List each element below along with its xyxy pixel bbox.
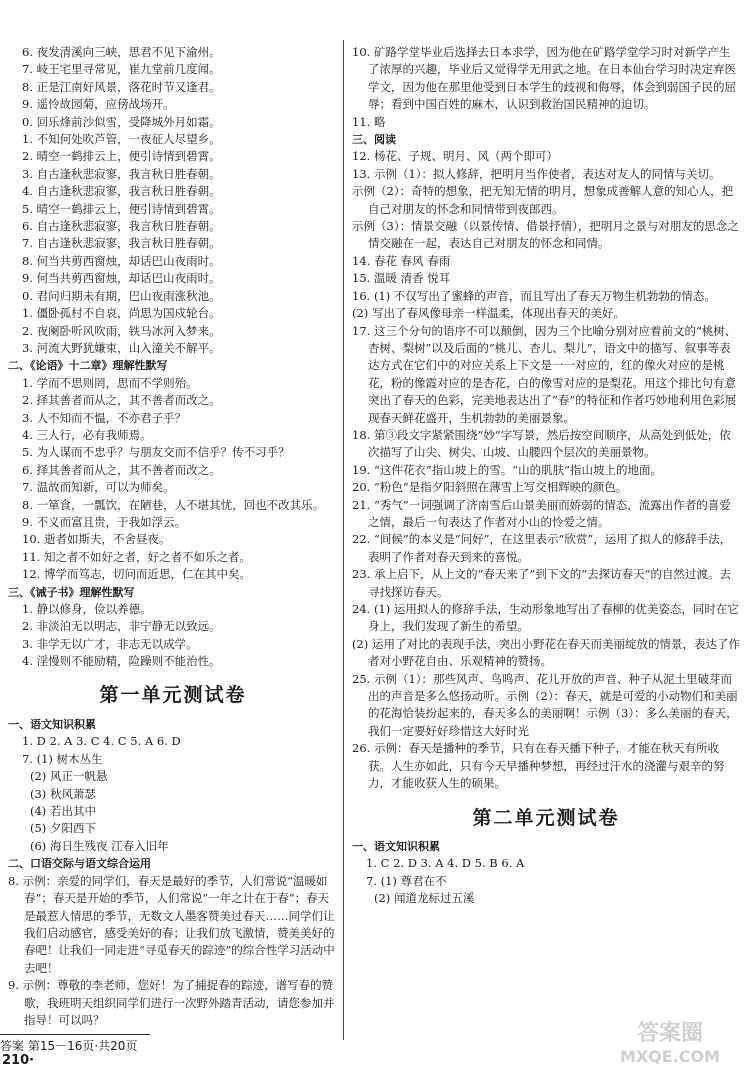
q13-example3: 示例（3）：情景交融（以景传情、借景抒情），把明月之景与对朋友的思念之情交融在一起，表达自己对朋友的怀念和同情。 [352,219,739,251]
q13-example2: 示例（2）：奇特的想象，把无知无情的明月，想象成善解人意的知心人，把自己对朋友的怀念和同情带到夜郎西。 [352,184,734,216]
answer-line: (6) 海日生残夜 江春入旧年 [30,838,169,853]
watermark-line1: 答案圈 [636,1021,704,1046]
footer-rule [0,1034,150,1035]
answer-line: 1. 不知何处吹芦管，一夜征人尽望乡。 [22,132,221,147]
answer-line: 2. 晴空一鹤排云上，便引诗情到碧霄。 [22,149,221,164]
answer-line: 8. 何当共剪西窗烛，却话巴山夜雨时。 [22,253,221,268]
answer-line: 0. 君问归期未有期，巴山夜雨涨秋池。 [22,288,221,303]
q24-part1: 24. (1) 运用拟人的修辞手法，生动形象地写出了春柳的优美姿态，同时在它身上，我们发现了新生的希望。 [352,602,739,634]
q15-answer: 15. 温暖 清香 悦耳 [352,271,451,286]
column-divider [343,40,344,1040]
q16-part2: (2) 写出了春风像母亲一样温柔，体现出春天的美好。 [352,306,625,321]
q19-answer: 19. “这件花衣”指山坡上的雪。“山的肌肤”指山坡上的地面。 [352,462,662,477]
unit2-q7-part1: 7. (1) 尊君在不 [366,873,447,888]
answer-line: 4. 淫慢则不能励精，险躁则不能治性。 [22,654,221,669]
unit1-section2-title: 二、口语交际与语文综合运用 [8,857,151,871]
q24-part2: (2) 运用了对比的表现手法，突出小野花在春天而美丽绽放的情景，表达了作者对小野花自由、乐观精神的赞扬。 [352,636,740,669]
answer-line: 1. 僵卧孤村不自哀，尚思为国戍轮台。 [22,306,221,321]
answer-line: 7. 岐王宅里寻常见，崔九堂前几度闻。 [22,62,221,77]
unit2-test-title: 第二单元测试卷 [472,807,620,830]
q21-answer: 21. “秀气”一词强调了济南雪后山景美丽而娇弱的情态，流露出作者的喜爱之情，最后一句表达了作者对小山的怜爱之情。 [352,497,731,529]
page-number: 210· [2,1053,35,1068]
answer-line: 6. 夜发清溪向三峡，思君不见下渝州。 [22,45,221,59]
answer-line: 8. 一箪食，一瓢饮，在陋巷，人不堪其忧，回也不改其乐。 [22,497,325,512]
unit2-q1-6-answers: 1. C 2. D 3. A 4. D 5. B 6. A [366,856,525,871]
answer-line: 3. 人不知而不愠，不亦君子乎？ [22,410,187,425]
unit1-test-title: 第一单元测试卷 [99,683,247,706]
q23-answer: 23. 承上启下，从上文的“春天来了”到下文的“去探访春天”的自然过渡。去寻找探访春天。 [352,567,731,599]
q25-answer: 25. 示例（1）：那些风声、鸟鸣声、花儿开放的声音、种子从泥土里破芽而出的声音是多么悠扬动听。示例（2）：春天，就是可爱的小动物们和美丽的花海恰装扮起来的，春天多么的美丽啊！示例（3）：多么美丽的春天，我们一定要好好珍惜这大好时光 [352,671,738,738]
answer-line: 6. 择其善者而从之，其不善者而改之。 [22,462,221,477]
answer-line: 12. 博学而笃志，切问而近思，仁在其中矣。 [22,567,251,582]
unit2-q7-part2: (2) 闻道龙标过五溪 [374,891,475,906]
watermark-logo [600,1014,740,1068]
answer-line: 3. 非学无以广才，非志无以成学。 [22,636,198,651]
left-column [8,44,338,1029]
answer-line: 9. 何当共剪西窗烛，却话巴山夜雨时。 [22,271,221,286]
answer-line: 9. 遥怜故园菊，应傍战场开。 [22,97,175,112]
unit1-q1-6-answers: 1. D 2. A 3. C 4. C 5. A 6. D [22,734,181,749]
unit2-section1-title: 一、语文知识积累 [352,839,440,853]
q18-answer: 18. 第③段文字紧紧围绕“妙”字写景，然后按空间顺序，从高处到低处，依次描写了山尖、树尖、山坡、山腰四个层次的美丽景物。 [352,427,731,460]
q20-answer: 20. “粉色”是指夕阳斜照在薄雪上写交相辉映的颜色。 [352,480,628,495]
answer-line: 5. 为人谋而不忠乎？与朋友交而不信乎？传不习乎？ [22,445,290,460]
answer-line: 2. 择其善者而从之，其不善者而改之。 [22,393,221,408]
answer-line: 0. 回乐烽前沙似雪，受降城外月如霜。 [22,114,221,129]
answer-line: 8. 正是江南好风景，落花时节又逢君。 [22,79,221,94]
answer-line: 7. 温故而知新，可以为师矣。 [22,480,175,495]
answer-line: 7. 自古逢秋悲寂寥，我言秋日胜春朝。 [22,236,221,251]
answer-line: 6. 自古逢秋悲寂寥，我言秋日胜春朝。 [22,219,221,234]
answer-line: 2. 非淡泊无以明志，非宁静无以致远。 [22,619,221,634]
answer-line: 4. 自古逢秋悲寂寥，我言秋日胜春朝。 [22,184,221,199]
unit1-section1-title: 一、语文知识积累 [8,718,96,732]
q12-answer: 12. 杨花、子规、明月、风（两个即可） [352,149,558,164]
answer-line: 2. 夜阑卧听风吹雨，铁马冰河入梦来。 [22,323,221,338]
answer-line: (2) 风正一帆悬 [30,769,108,784]
answer-line: 3. 河流大野犹嫌束，山入潼关不解平。 [22,340,221,355]
section-jiezi-title: 三、《诫子书》理解性默写 [8,585,135,599]
right-column [352,44,740,908]
poem-recitation-list [8,44,338,357]
answer-line: (4) 若出其中 [30,804,96,819]
q26-answer: 26. 示例：春天是播种的季节，只有在春天播下种子，才能在秋天有所收获。人生亦如此，只有今天早播种梦想，再经过汗水的浇灌与艰辛的努力，才能收获人生的硕果。 [352,741,725,791]
unit1-q9-answer: 9. 示例：尊敬的李老师，您好！为了捕捉春的踪迹，谱写春的赞歌，我班明天组织同学们进行一次野外踏青活动，请您参加并指导！可以吗？ [8,978,335,1027]
q13-example1: 13. 示例（1）：拟人修辞，把明月当作使者，表达对友人的同情与关切。 [352,166,721,181]
q11-answer: 11. 略 [352,114,386,129]
answer-line: 4. 三人行，必有我师焉。 [22,427,152,442]
answer-line: 3. 自古逢秋悲寂寥，我言秋日胜春朝。 [22,166,221,181]
unit1-q7-items [8,768,338,855]
q10-answer: 10. 矿路学堂毕业后选择去日本求学，因为他在矿路学堂学习时对新学产生了浓厚的兴趣，毕业后又觉得学无用武之地。在日本仙台学习时决定弃医学文，因为他在那里他受到日本学生的歧视和侮辱，体会到弱国子民的屈辱；看到中国百姓的麻木，认识到救治国民精神的迫切。 [352,45,736,112]
answer-line: 1. 学而不思则罔，思而不学则殆。 [22,375,198,390]
answer-line: 9. 不义而富且贵，于我如浮云。 [22,514,187,529]
answer-line: 5. 晴空一鹤排云上，便引诗情到碧霄。 [22,201,221,216]
watermark-line2: MXQE.COM [619,1047,721,1066]
unit1-q8-answer: 8. 示例：亲爱的同学们，春天是最好的季节，人们常说“温暖如春”；春天是开始的季节，人们常说“一年之计在于春”；春天是最惹人情思的季节，无数文人墨客赞美过春天……同学们让我们启动感官，感受美好的春；让我们放飞激情，赞美美好的春吧！让我们一同走进“寻觅春天的踪迹”的综合性学习活动中去吧！ [8,873,335,975]
answer-line: 1. 静以修身，俭以养德。 [22,602,152,616]
answer-line: (5) 夕阳西下 [30,821,96,836]
q14-answer: 14. 春花 春风 春雨 [352,253,451,268]
lunyu-recitation-list [8,375,338,584]
unit1-q7-label: 7. (1) 树木丛生 [22,751,103,766]
answer-line: (3) 秋风萧瑟 [30,786,96,801]
jiezi-recitation-list [8,601,338,671]
section-lunyu-title: 二、《论语》十二章》理解性默写 [8,359,168,373]
q17-answer: 17. 这三个分句的语序不可以颠倒，因为三个比喻分别对应着前文的“桃树、杏树、梨树”以及后面的“桃儿、杏儿、梨儿”，语文中的描写、叙事等表达方式在它们中的对应关系上下文是一一对应的，红的像火对应的是桃花，粉的像霞对应的是杏花，白的像雪对应的是梨花。用这个排比句有意突出了春天的色彩，完美地表达出了“春”的特征和作者巧妙地利用色彩展现春天鲜花盛开，生机勃勃的美丽景象。 [352,323,737,425]
answer-line: 11. 知之者不如好之者，好之者不如乐之者。 [22,549,251,564]
section3-reading-title: 三、阅读 [352,133,396,147]
page-footer-label: 答案 第15－16页·共20页 [0,1039,138,1053]
answer-line: 10. 逝者如斯夫，不舍昼夜。 [22,532,171,547]
q16-part1: 16. (1) 不仅写出了蜜蜂的声音，而且写出了春天万物生机勃勃的情态。 [352,288,716,303]
q22-answer: 22. “间候”的本义是“问好”，在这里表示“欣赏”，运用了拟人的修辞手法，表明了作者对春天到来的喜悦。 [352,532,732,564]
